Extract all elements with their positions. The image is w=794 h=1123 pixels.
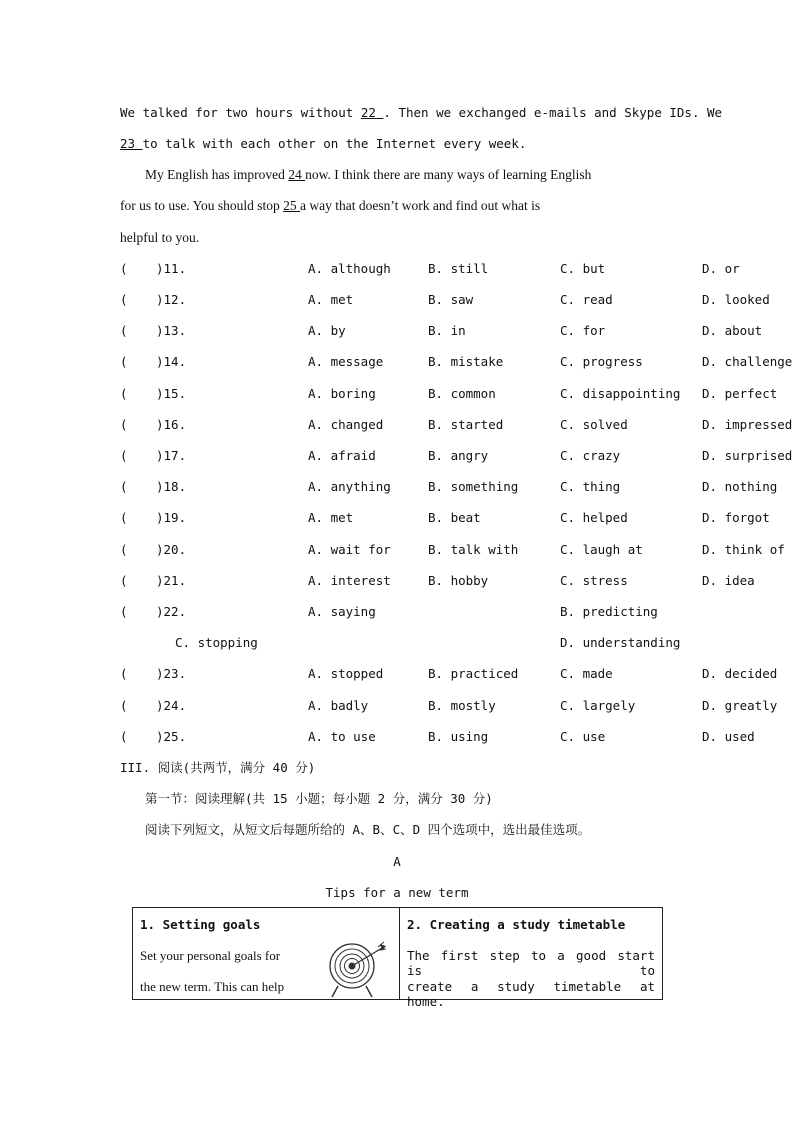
option-b: B. talk with (428, 542, 519, 557)
option-a: A. by (308, 323, 346, 338)
question-number: )13. (156, 323, 187, 338)
option-b: B. angry (428, 448, 489, 463)
question-number: )16. (156, 417, 187, 432)
blank-24: 24 (288, 167, 306, 182)
tip-text: Set your personal goals for (140, 948, 281, 963)
option-a: A. boring (308, 386, 376, 401)
question-number: )15. (156, 386, 187, 401)
tip-cell-setting-goals (133, 908, 400, 1000)
question-row-17 (120, 448, 793, 464)
option-d: D. decided (702, 666, 778, 681)
option-d: D. idea (702, 573, 755, 588)
option-c: C. crazy (560, 448, 621, 463)
question-row-20 (120, 542, 785, 558)
option-c: C. thing (560, 479, 621, 494)
option-b: B. saw (428, 292, 474, 307)
option-b: B. mistake (428, 354, 504, 369)
answer-paren[interactable]: ( (120, 604, 128, 619)
option-b: B. in (428, 323, 466, 338)
section-instruction: 阅读下列短文，从短文后每题所给的 A、B、C、D 四个选项中，选出最佳选项。 (145, 822, 591, 837)
question-number: )22. (156, 604, 187, 619)
option-d: D. think of (702, 542, 785, 557)
question-number: )14. (156, 354, 187, 369)
option-a: A. changed (308, 417, 384, 432)
option-a: A. message (308, 354, 384, 369)
option-a: A. met (308, 292, 354, 307)
passage-text: . Then we exchanged e-mails and Skype IDs. We (383, 105, 723, 120)
passage-text: now. I think there are many ways of learning English (305, 167, 592, 182)
passage-text: for us to use. You should stop (120, 198, 284, 213)
question-number: )23. (156, 666, 187, 681)
option-c: C. largely (560, 698, 636, 713)
answer-paren[interactable]: ( (120, 386, 128, 401)
option-a: A. to use (308, 729, 376, 744)
option-d: D. impressed (702, 417, 793, 432)
question-number: )18. (156, 479, 187, 494)
option-b: B. practiced (428, 666, 519, 681)
option-b: B. predicting (560, 604, 658, 619)
option-a: A. saying (308, 604, 376, 619)
tip-text: The first step to a good start is to (407, 948, 655, 978)
question-row-15 (120, 386, 778, 402)
passage-text: We talked for two hours without (120, 105, 361, 120)
answer-paren[interactable]: ( (120, 292, 128, 307)
option-d: D. or (702, 261, 740, 276)
option-c: C. stress (560, 573, 628, 588)
option-c: C. laugh at (560, 542, 643, 557)
option-a: A. stopped (308, 666, 384, 681)
question-number: )20. (156, 542, 187, 557)
option-a: A. wait for (308, 542, 391, 557)
option-a: A. interest (308, 573, 391, 588)
question-row-25 (120, 729, 755, 745)
question-row-18 (120, 479, 778, 495)
passage-line-3 (145, 167, 591, 183)
option-b: B. using (428, 729, 489, 744)
passage-line-5: helpful to you. (120, 230, 200, 245)
blank-25: 25 (283, 198, 301, 213)
option-a: A. anything (308, 479, 391, 494)
question-row-12 (120, 292, 770, 308)
tips-table (132, 907, 663, 1009)
question-number: )24. (156, 698, 187, 713)
passage-title: Tips for a new term (325, 885, 469, 900)
question-row-16 (120, 417, 793, 433)
tip-title: 2. Creating a study timetable (407, 917, 626, 932)
answer-paren[interactable]: ( (120, 573, 128, 588)
question-number: )21. (156, 573, 187, 588)
option-d: D. understanding (560, 635, 681, 650)
question-row-21 (120, 573, 755, 589)
option-c: C. read (560, 292, 613, 307)
option-c: C. disappointing (560, 386, 681, 401)
option-c: C. progress (560, 354, 643, 369)
option-d: D. nothing (702, 479, 778, 494)
answer-paren[interactable]: ( (120, 698, 128, 713)
option-c: C. helped (560, 510, 628, 525)
option-b: B. beat (428, 510, 481, 525)
section-part-1: 第一节：阅读理解(共 15 小题；每小题 2 分，满分 30 分) (145, 791, 493, 806)
passage-text: My English has improved (145, 167, 289, 182)
passage-letter: A (393, 854, 401, 869)
passage-line-1 (120, 105, 722, 121)
option-c: C. for (560, 323, 606, 338)
section-heading: III. 阅读(共两节，满分 40 分) (120, 760, 316, 775)
option-d: D. about (702, 323, 763, 338)
question-row-22 (120, 604, 680, 620)
option-d: D. used (702, 729, 755, 744)
option-d: D. looked (702, 292, 770, 307)
option-d: D. challenge (702, 354, 793, 369)
question-row-14 (120, 354, 793, 370)
question-number: )12. (156, 292, 187, 307)
answer-paren[interactable]: ( (120, 261, 128, 276)
blank-22: 22 (360, 105, 384, 120)
answer-paren[interactable]: ( (120, 354, 128, 369)
option-a: A. badly (308, 698, 369, 713)
option-c: C. use (560, 729, 606, 744)
question-row-13 (120, 323, 763, 339)
tip-text: the new term. This can help (140, 979, 285, 994)
answer-paren[interactable]: ( (120, 542, 128, 557)
answer-paren[interactable]: ( (120, 666, 128, 681)
tip-text: create a study timetable at home. (407, 979, 655, 1009)
tip-cell-study-timetable (400, 908, 663, 1009)
option-c: C. made (560, 666, 613, 681)
answer-paren[interactable]: ( (120, 729, 128, 744)
option-d: D. surprised (702, 448, 793, 463)
question-number: )19. (156, 510, 187, 525)
question-number: )11. (156, 261, 187, 276)
question-row-22-continued (120, 635, 680, 651)
option-b: B. still (428, 261, 489, 276)
option-c: C. solved (560, 417, 628, 432)
option-a: A. afraid (308, 448, 376, 463)
blank-23: 23 (120, 136, 143, 151)
answer-paren[interactable]: ( (120, 323, 128, 338)
option-a: A. met (308, 510, 354, 525)
option-d: D. greatly (702, 698, 778, 713)
answer-paren[interactable]: ( (120, 417, 128, 432)
option-d: D. perfect (702, 386, 778, 401)
answer-paren[interactable]: ( (120, 479, 128, 494)
option-b: B. common (428, 386, 496, 401)
passage-line-4 (120, 198, 540, 214)
passage-text: a way that doesn’t work and find out what is (300, 198, 541, 213)
question-row-23 (120, 666, 778, 682)
option-b: B. mostly (428, 698, 496, 713)
answer-paren[interactable]: ( (120, 510, 128, 525)
option-b: B. started (428, 417, 504, 432)
option-c: C. but (560, 261, 606, 276)
option-d: D. forgot (702, 510, 770, 525)
archery-target-icon (326, 936, 388, 998)
passage-line-2 (120, 136, 526, 152)
question-row-19 (120, 510, 770, 526)
passage-text: to talk with each other on the Internet every week. (142, 136, 527, 151)
option-c: C. stopping (175, 635, 258, 650)
question-row-11 (120, 261, 740, 277)
question-row-24 (120, 698, 778, 714)
option-b: B. hobby (428, 573, 489, 588)
question-number: )17. (156, 448, 187, 463)
option-a: A. although (308, 261, 391, 276)
option-b: B. something (428, 479, 519, 494)
answer-paren[interactable]: ( (120, 448, 128, 463)
tip-title: 1. Setting goals (140, 917, 261, 932)
question-number: )25. (156, 729, 187, 744)
